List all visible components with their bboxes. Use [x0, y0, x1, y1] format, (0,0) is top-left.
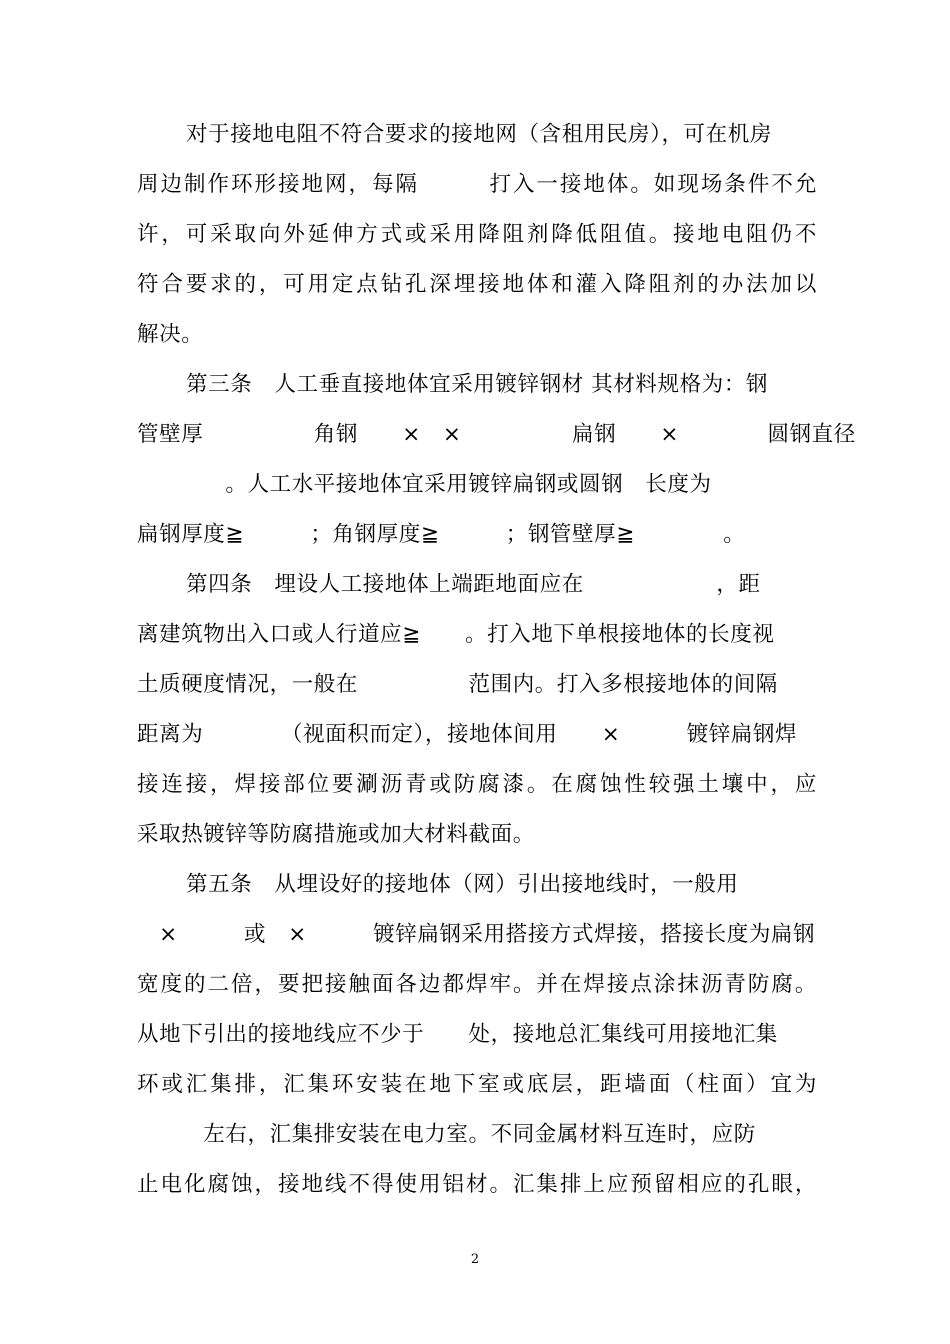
paragraph-line: 周边制作环形接地网，每隔 打入一接地体。如现场条件不允 — [137, 172, 817, 197]
article-5-line: × 或 × 镀锌扁钢采用搭接方式焊接，搭接长度为扁钢 — [137, 922, 816, 947]
article-5-line: 从地下引出的接地线应不少于 处，接地总汇集线可用接地汇集 — [137, 1022, 778, 1047]
article-3-line: 。人工水平接地体宜采用镀锌扁钢或圆钢 长度为 — [137, 472, 712, 497]
article-3-line: 扁钢厚度≧ ；角钢厚度≧ ；钢管壁厚≧ 。 — [137, 522, 746, 547]
article-4-line: 接连接，焊接部位要涮沥青或防腐漆。在腐蚀性较强土壤中，应 — [137, 772, 817, 797]
article-5-line: 左右，汇集排安装在电力室。不同金属材料互连时，应防 — [137, 1122, 756, 1147]
article-4-line: 第四条 埋设人工接地体上端距地面应在 ，距 — [186, 572, 761, 597]
article-4-line: 土质硬度情况，一般在 范围内。打入多根接地体的间隔 — [137, 672, 778, 697]
article-4-line: 距离为 （视面积而定），接地体间用 × 镀锌扁钢焊 — [137, 722, 798, 747]
paragraph-line: 符合要求的，可用定点钻孔深埋接地体和灌入降阻剂的办法加以 — [137, 272, 817, 297]
article-5-line: 宽度的二倍，要把接触面各边都焊牢。并在焊接点涂抹沥青防腐。 — [137, 972, 817, 997]
page-number: 2 — [470, 1252, 480, 1267]
article-5-line: 环或汇集排，汇集环安装在地下室或底层，距墙面（柱面）宜为 — [137, 1072, 817, 1097]
article-5-line: 止电化腐蚀，接地线不得使用铝材。汇集排上应预留相应的孔眼， — [137, 1172, 817, 1197]
paragraph-line: 许，可采取向外延伸方式或采用降阻剂降低阻值。接地电阻仍不 — [137, 222, 817, 247]
article-3-line: 管壁厚 角钢 × × 扁钢 × 圆钢直径 — [137, 422, 856, 447]
article-3-line: 第三条 人工垂直接地体宜采用镀锌钢材 其材料规格为：钢 — [186, 372, 769, 397]
paragraph-line: 对于接地电阻不符合要求的接地网（含租用民房），可在机房 — [186, 122, 772, 147]
article-4-line: 采取热镀锌等防腐措施或加大材料截面。 — [137, 822, 535, 847]
article-5-line: 第五条 从埋设好的接地体（网）引出接地线时，一般用 — [186, 872, 739, 897]
article-4-line: 离建筑物出入口或人行道应≧ 。打入地下单根接地体的长度视 — [137, 622, 775, 647]
paragraph-line: 解决。 — [137, 322, 204, 347]
